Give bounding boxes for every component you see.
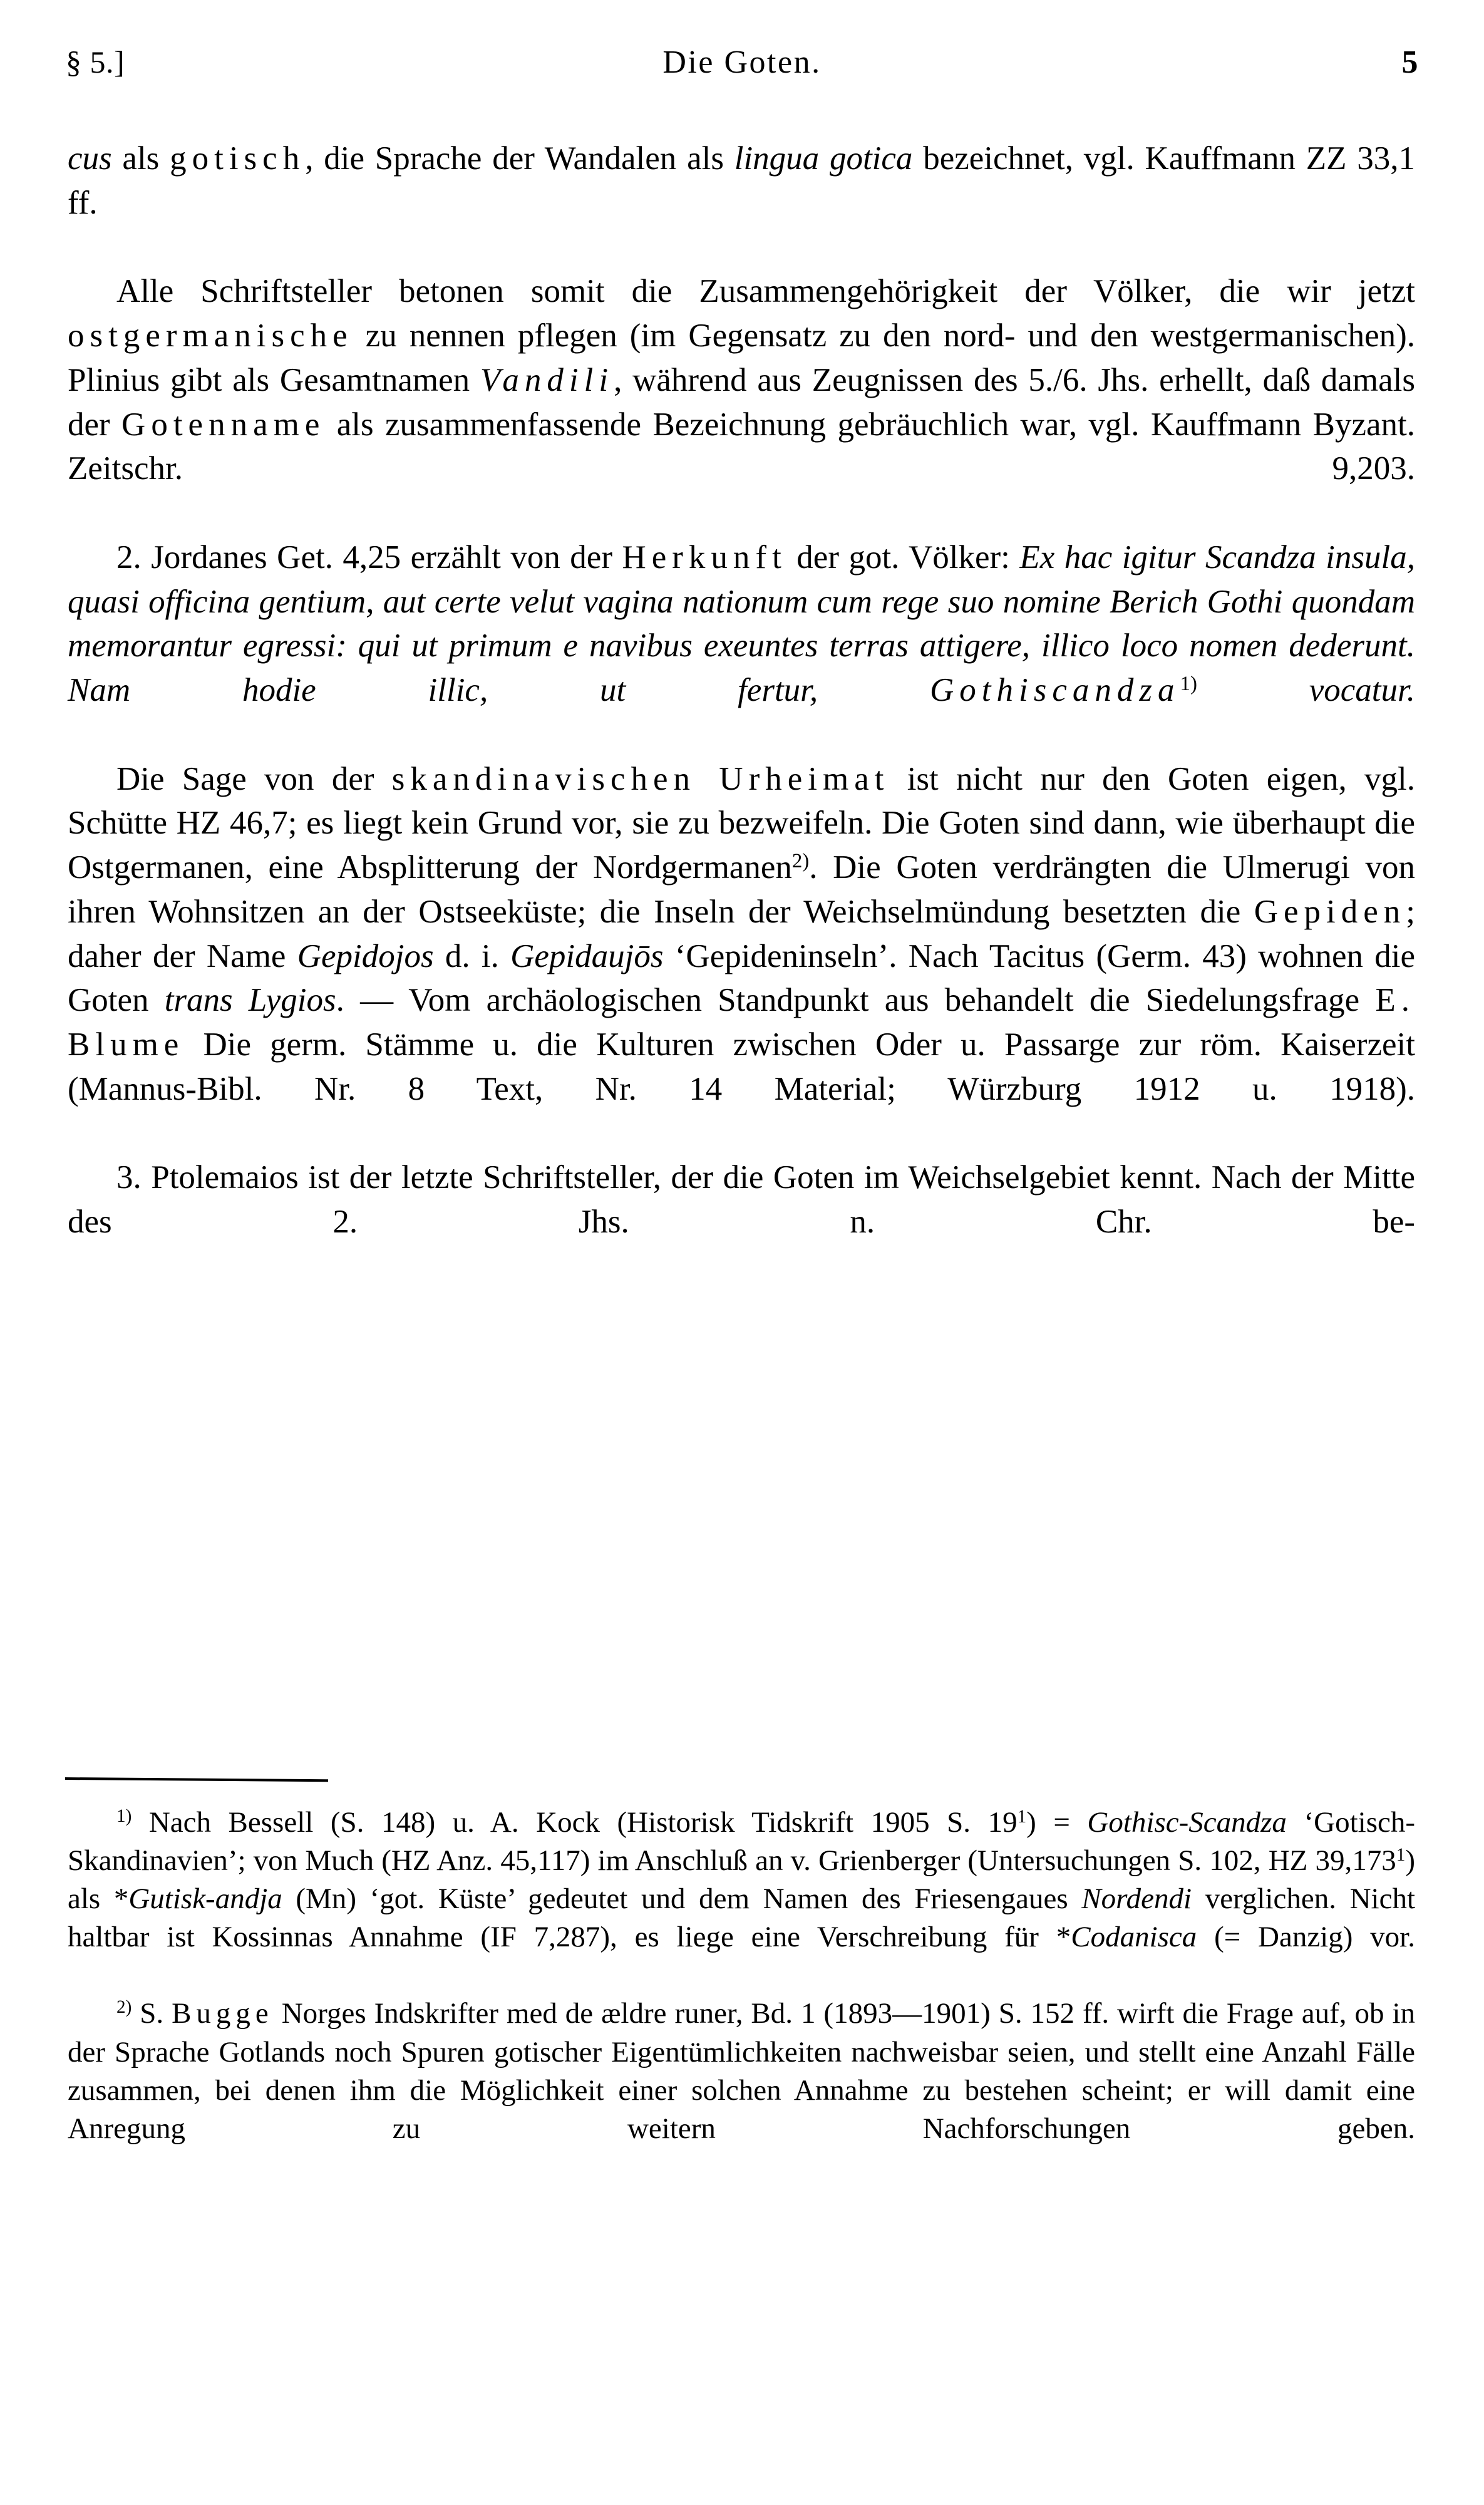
- p-alle-schriftsteller-run-3: Vandili: [480, 361, 614, 398]
- footnote-separator-rule: [65, 1777, 328, 1782]
- p-alle-schriftsteller-run-2: zu nennen pflegen (im Gegensatz zu den nord- und den westgermanischen). Plinius gibt als Gesamtnamen: [68, 318, 1415, 398]
- footnote-2-run-0: S.: [131, 1997, 172, 2030]
- footnote-1-run-11: Codanisca: [1071, 1921, 1197, 1954]
- p-jordanes-run-3: Ex hac igitur Scandza insula, quasi officina gentium, aut certe velut vagina nationum cum rege suo nomine Berich Gothi quondam memorantur egressi: qui ut primum e navibus exeuntes terras attigere, illico loco nomen dederunt. Nam hodie illic, ut fertur,: [68, 539, 1416, 708]
- footnote-2: [68, 1995, 1415, 2186]
- p-die-sage-run-2: ist nicht nur den Goten eigen, vgl. Schütte HZ 46,7; es liegt kein Grund vor, sie zu bezweifeln. Die Goten sind dann, wie überhaupt die Ostgermanen, eine Absplitterung der Nordgermanen: [68, 760, 1415, 886]
- p-alle-schriftsteller-run-0: Alle Schriftsteller betonen somit die Zusammengehörigkeit der Völker, die wir jetzt: [116, 273, 1415, 310]
- p-alle-schriftsteller-run-1: ostgermanische: [68, 318, 353, 354]
- footnote-1-run-7: Gutisk-andja: [128, 1883, 282, 1916]
- p-die-sage: [68, 757, 1415, 1156]
- footnote-2-marker: 2): [116, 1997, 132, 2018]
- p-die-sage-run-9: Gepidaujōs: [510, 937, 664, 974]
- footnote-1-run-5: 1: [1396, 1844, 1406, 1865]
- p-jordanes: [68, 535, 1415, 757]
- footnote-1-run-12: (= Danzig) vor.: [1197, 1921, 1415, 1954]
- footnote-1-run-1: 1: [1017, 1806, 1027, 1827]
- page-title: Die Goten.: [662, 44, 822, 80]
- p-die-sage-run-3: 2): [791, 849, 810, 872]
- footnote-1-run-3: Gothisc-Scandza: [1087, 1806, 1287, 1839]
- p-continuation-run-5: bezeichnet, vgl. Kauffmann ZZ 33,1 ff.: [68, 140, 1415, 221]
- p-jordanes-run-2: der got. Völker:: [786, 539, 1020, 576]
- footnote-1-run-2: ) =: [1026, 1806, 1088, 1839]
- footnote-1-run-9: Nordendi: [1081, 1883, 1192, 1916]
- footnote-1-run-4: ‘Gotisch-Skandinavien’; von Much (HZ Anz. 45,117) im Anschluß an v. Grienberger (Untersuchungen S. 102, HZ 39,173: [68, 1806, 1416, 1877]
- p-die-sage-run-1: skandinavischen Urheimat: [391, 760, 890, 797]
- p-continuation-run-3: , die Sprache der Wandalen als: [305, 140, 734, 177]
- p-die-sage-run-8: d. i.: [433, 937, 511, 974]
- p-die-sage-run-12: . — Vom archäologischen Standpunkt aus behandelt die Siedelungsfrage: [336, 982, 1376, 1019]
- p-jordanes-run-0: 2. Jordanes Get. 4,25 erzählt von der: [116, 539, 622, 576]
- p-die-sage-run-14: Die germ. Stämme u. die Kulturen zwischen Oder u. Passarge zur röm. Kaiserzeit (Mannus-Bibl. Nr. 8 Text, Nr. 14 Material; Würzburg 1912 u. 1918).: [68, 1026, 1415, 1107]
- p-die-sage-run-0: Die Sage von der: [116, 760, 392, 797]
- p-die-sage-run-11: trans Lygios: [164, 982, 336, 1019]
- p-continuation-run-1: als: [111, 140, 170, 177]
- p-ptolemaios-run-0: 3. Ptolemaios ist der letzte Schriftsteller, der die Goten im Weichselgebiet kennt. Nach der Mitte des 2. Jhs. n. Chr. be-: [68, 1159, 1415, 1240]
- running-head: [66, 44, 1418, 88]
- p-die-sage-run-13: E. Blume: [68, 982, 1415, 1063]
- p-alle-schriftsteller: [68, 269, 1415, 535]
- footnote-1: [68, 1804, 1415, 1995]
- p-jordanes-run-5: 1): [1180, 672, 1197, 695]
- p-jordanes-run-4: Gothiscandza: [930, 672, 1180, 708]
- footnote-1-run-6: ) als *: [68, 1844, 1415, 1916]
- p-jordanes-run-6: vocatur.: [1197, 672, 1415, 708]
- body-text-column: [68, 137, 1415, 1289]
- p-alle-schriftsteller-run-4: , während aus Zeugnissen des 5./6. Jhs. erhellt, daß damals der: [68, 361, 1415, 443]
- p-die-sage-run-7: Gepidojos: [297, 937, 434, 974]
- p-die-sage-run-6: ; daher der Name: [68, 893, 1415, 974]
- p-jordanes-run-1: Herkunft: [622, 539, 787, 576]
- footnote-block: [68, 1804, 1415, 2186]
- p-continuation: [68, 137, 1415, 269]
- p-continuation-run-0: cus: [68, 140, 112, 177]
- section-marker: § 5.]: [66, 44, 125, 80]
- p-die-sage-run-10: ‘Gepideninseln’. Nach Tacitus (Germ. 43) wohnen die Goten: [68, 937, 1415, 1019]
- footnote-1-run-0: Nach Bessell (S. 148) u. A. Kock (Historisk Tidskrift 1905 S. 19: [131, 1806, 1018, 1839]
- p-continuation-run-4: lingua gotica: [734, 140, 913, 177]
- page-number: 5: [1401, 44, 1418, 80]
- p-alle-schriftsteller-run-5: Gotenname: [121, 406, 326, 443]
- footnote-1-run-10: verglichen. Nicht haltbar ist Kossinnas Annahme (IF 7,287), es liege eine Verschreibung für *: [68, 1883, 1415, 1954]
- p-die-sage-run-5: Gepiden: [1254, 893, 1406, 930]
- p-ptolemaios: [68, 1155, 1415, 1288]
- p-continuation-run-2: gotisch: [170, 140, 306, 177]
- footnote-2-run-2: Norges Indskrifter med de ældre runer, Bd. 1 (1893—1901) S. 152 ff. wirft die Frage auf, ob in der Sprache Gotlands noch Spuren gotischer Eigentümlichkeiten nachweisbar seien, und stellt eine Anzahl Fälle zusammen, bei denen ihm die Möglichkeit einer solchen Annahme zu bestehen scheint; er will damit eine Anregung zu weitern Nachforschungen geben.: [68, 1997, 1416, 2145]
- p-die-sage-run-4: . Die Goten verdrängten die Ulmerugi von ihren Wohnsitzen an der Ostseeküste; die Inseln der Weichselmündung besetzten die: [68, 849, 1415, 930]
- footnote-1-marker: 1): [116, 1805, 132, 1826]
- footnote-1-run-8: (Mn) ‘got. Küste’ gedeutet und dem Namen des Friesengaues: [282, 1883, 1082, 1916]
- p-alle-schriftsteller-run-6: als zusammenfassende Bezeichnung gebräuchlich war, vgl. Kauffmann Byzant. Zeitschr. 9,203.: [68, 406, 1415, 487]
- footnote-2-run-1: Bugge: [172, 1997, 274, 2030]
